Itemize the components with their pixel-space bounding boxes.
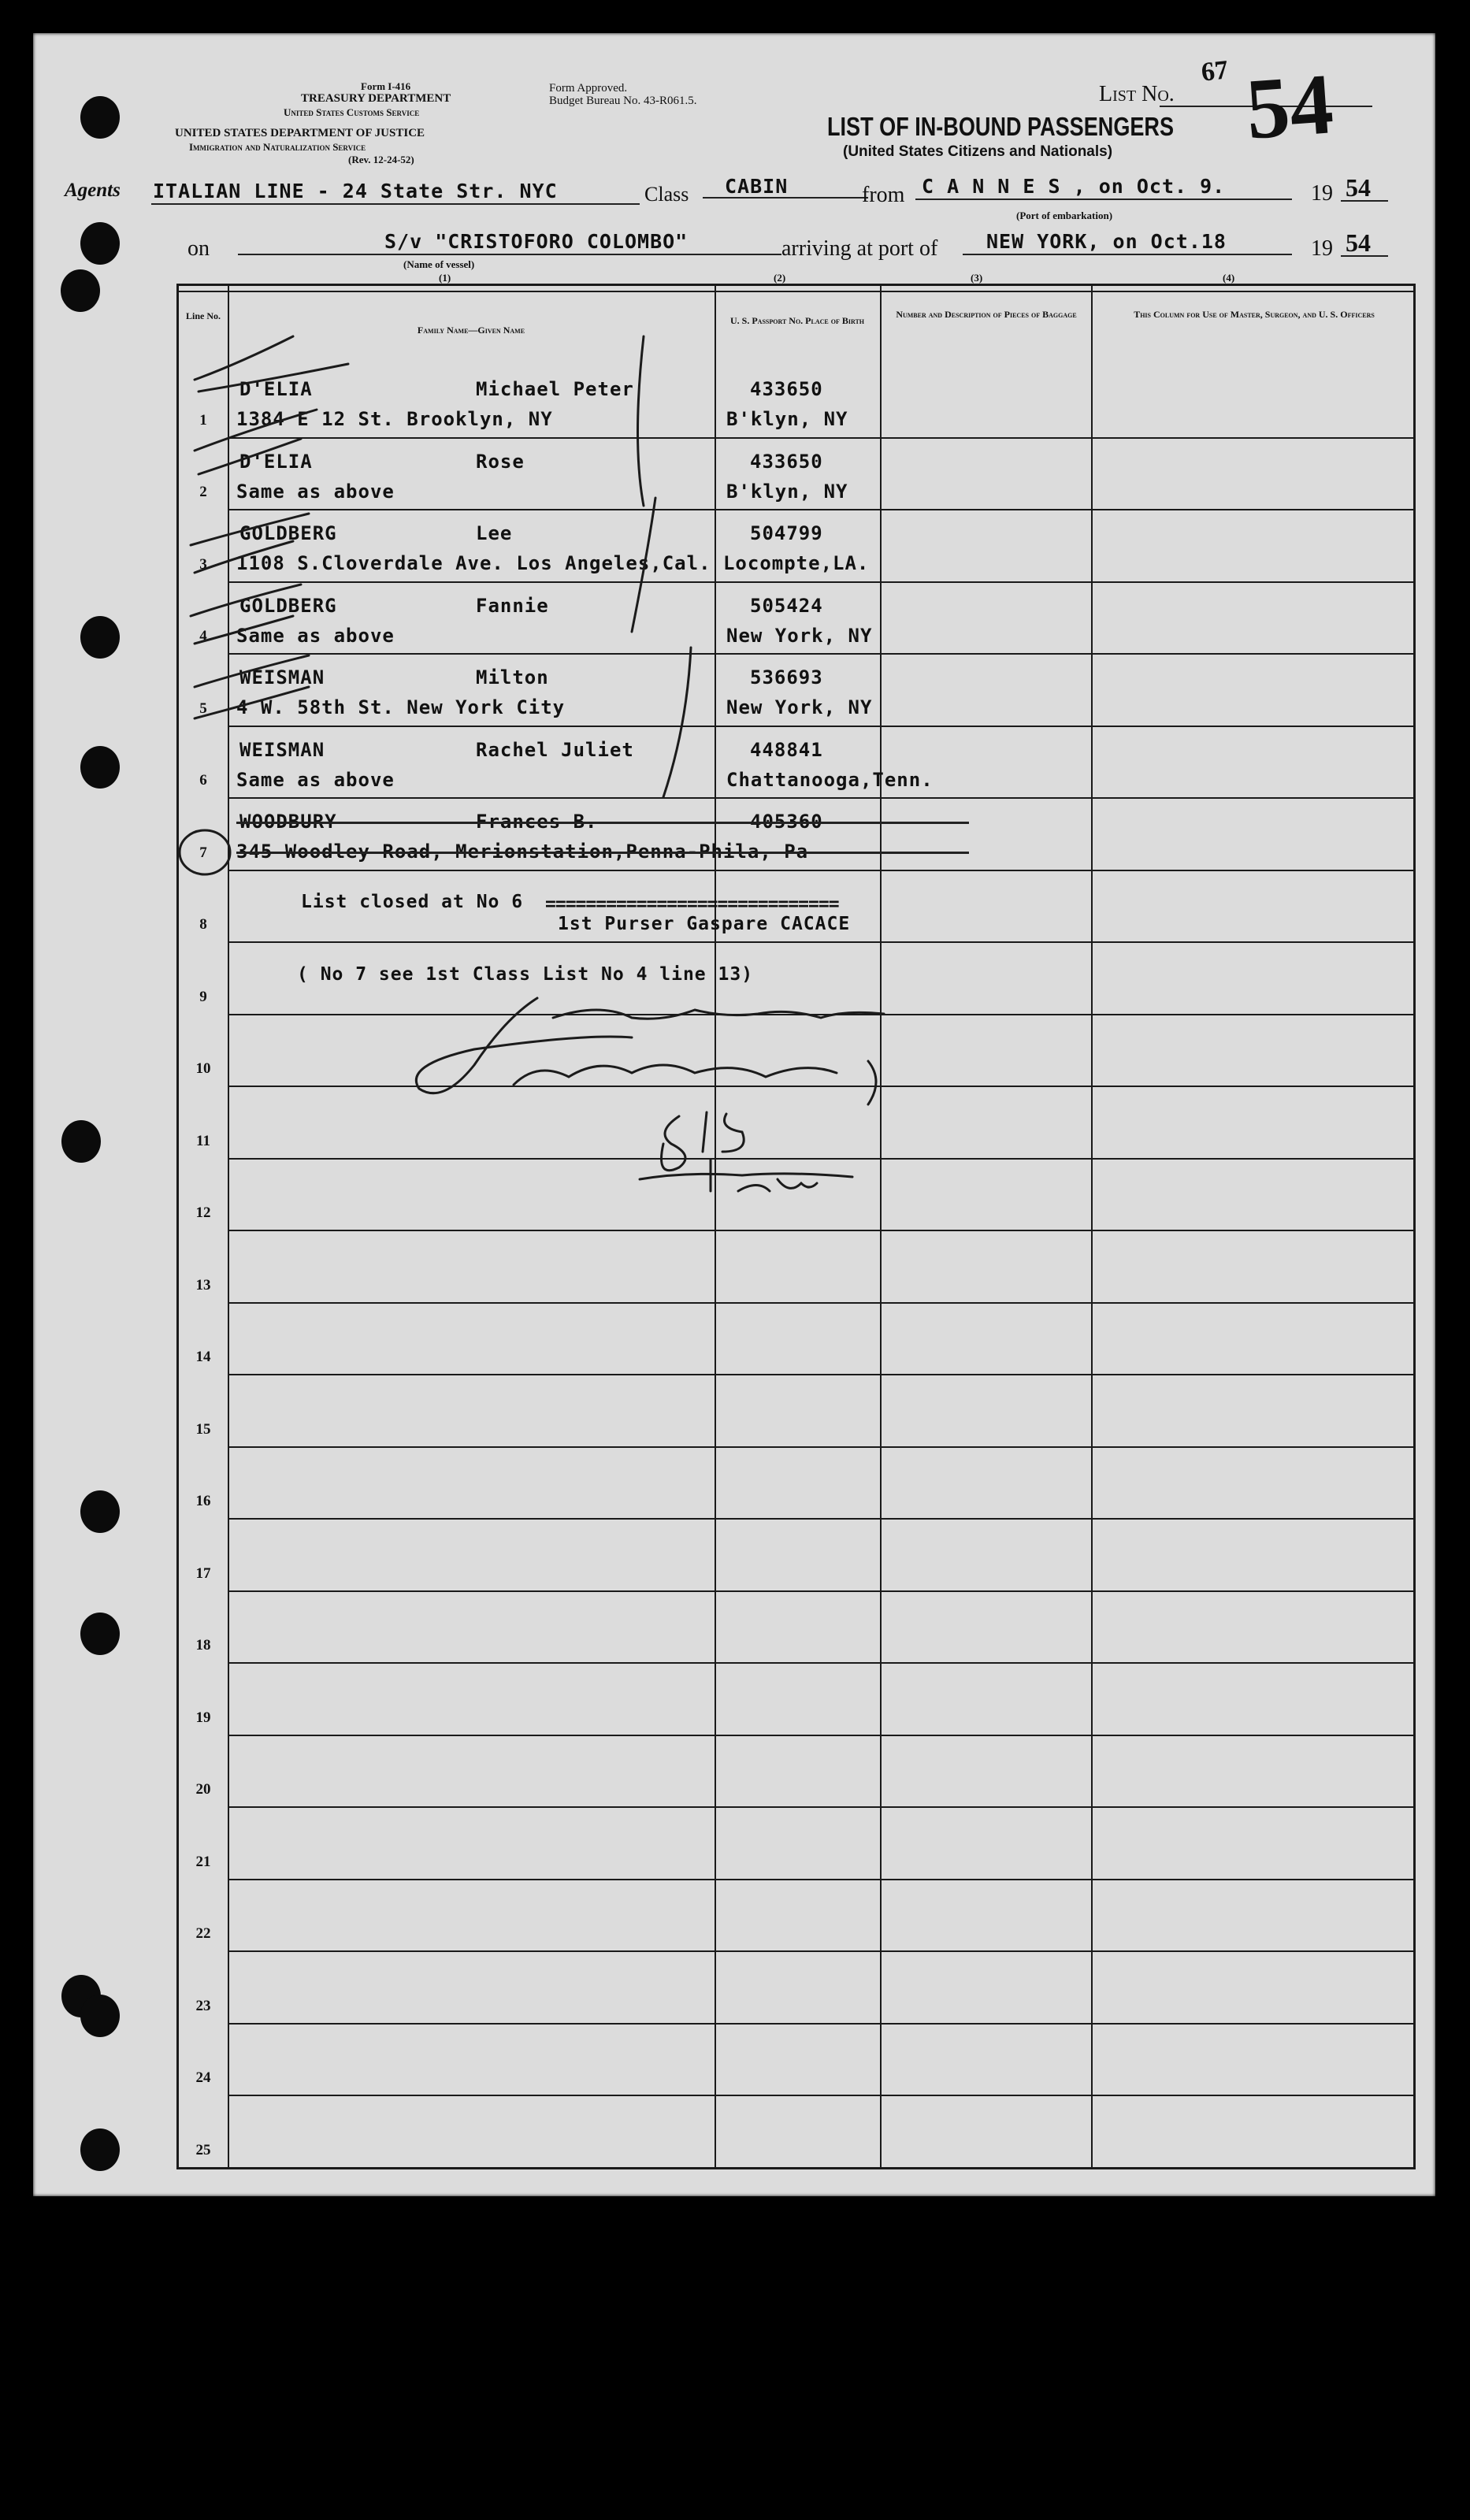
passport-number: 405360 — [750, 811, 823, 833]
place-of-birth: New York, NY — [726, 696, 873, 718]
list-no-small: 67 — [1200, 55, 1230, 87]
col-header-line: Line No. — [185, 310, 221, 321]
arriving-label: arriving at port of — [781, 236, 938, 261]
purser-name: 1st Purser Gaspare CACACE — [558, 914, 851, 934]
line-number: 4 — [199, 628, 207, 644]
line-number: 12 — [195, 1204, 211, 1221]
line-number: 22 — [195, 1925, 211, 1942]
line-number: 3 — [199, 555, 207, 573]
address: Same as above — [236, 624, 395, 647]
col-header-baggage: Number and Description of Pieces of Baggage — [896, 309, 1077, 320]
line-number: 20 — [195, 1781, 211, 1798]
col-header-passport: U. S. Passport No. Place of Birth — [730, 315, 865, 326]
manifest-sheet — [33, 33, 1435, 2196]
year-prefix-2: 19 — [1311, 236, 1333, 261]
given-name: Rachel Juliet — [476, 738, 634, 761]
revision-label: (Rev. 12-24-52) — [348, 154, 414, 165]
budget-bureau: Budget Bureau No. 43-R061.5. — [549, 95, 697, 107]
family-name: D'ELIA — [239, 378, 313, 400]
line-number: 15 — [195, 1420, 211, 1438]
arriving-value: NEW YORK, on Oct.18 — [986, 230, 1227, 253]
line-number: 8 — [199, 916, 207, 933]
agents-value: ITALIAN LINE - 24 State Str. NYC — [153, 180, 558, 202]
family-name: WOODBURY — [239, 811, 337, 833]
on-label: on — [187, 236, 210, 261]
year-value-2: 54 — [1346, 228, 1371, 257]
given-name: Lee — [476, 522, 513, 544]
place-of-birth: B'klyn, NY — [726, 408, 848, 430]
place-of-birth: Chattanooga,Tenn. — [726, 768, 934, 791]
line-number: 21 — [195, 1853, 211, 1870]
col-num-4: (4) — [1223, 272, 1235, 284]
agents-label: Agents — [65, 180, 121, 201]
place-of-birth: B'klyn, NY — [726, 480, 848, 503]
given-name: Frances B. — [476, 811, 598, 833]
year-value-1: 54 — [1346, 173, 1371, 202]
col-header-name: Family Name—Given Name — [417, 325, 525, 336]
line-number: 11 — [196, 1132, 210, 1149]
handwritten-marks — [33, 33, 1435, 2196]
line-number: 23 — [195, 1997, 211, 2014]
justice-label: UNITED STATES DEPARTMENT OF JUSTICE — [175, 127, 425, 139]
customs-label: United States Customs Service — [284, 106, 420, 118]
family-name: WEISMAN — [239, 666, 325, 688]
vessel-caption: (Name of vessel) — [403, 258, 475, 270]
address: 4 W. 58th St. New York City — [236, 696, 566, 718]
closing-note: ( No 7 see 1st Class List No 4 line 13) — [297, 964, 754, 985]
form-number: Form I-416 — [361, 80, 411, 92]
line-number: 13 — [195, 1276, 211, 1293]
line-number: 9 — [199, 988, 207, 1005]
from-label: from — [862, 183, 905, 207]
from-value: C A N N E S , on Oct. 9. — [922, 175, 1226, 198]
line-number: 5 — [199, 700, 207, 717]
line-number: 10 — [195, 1060, 211, 1077]
given-name: Rose — [476, 450, 525, 473]
form-title: LIST OF IN-BOUND PASSENGERS — [827, 112, 1175, 141]
given-name: Milton — [476, 666, 549, 688]
given-name: Fannie — [476, 594, 549, 617]
passport-number: 536693 — [750, 666, 823, 688]
col-header-officers: This Column for Use of Master, Surgeon, and U. S. Officers — [1134, 309, 1375, 320]
year-prefix-1: 19 — [1311, 181, 1333, 206]
passport-number: 505424 — [750, 594, 823, 617]
address: Same as above — [236, 480, 395, 503]
given-name: Michael Peter — [476, 378, 634, 400]
col-num-3: (3) — [971, 272, 983, 284]
line-number: 24 — [195, 2069, 211, 2086]
line-number: 6 — [199, 772, 207, 789]
list-closed: List closed at No 6 — [301, 892, 524, 912]
list-no-big: 54 — [1242, 55, 1337, 158]
col-num-1: (1) — [439, 272, 451, 284]
place-of-birth: New York, NY — [726, 624, 873, 647]
form-approved: Form Approved. — [549, 82, 628, 95]
line-number: 25 — [195, 2141, 211, 2158]
line-number: 16 — [195, 1493, 211, 1509]
port-embark-caption: (Port of embarkation) — [1016, 210, 1113, 221]
class-label: Class — [644, 183, 689, 206]
passport-number: 433650 — [750, 450, 823, 473]
family-name: D'ELIA — [239, 450, 313, 473]
line-number: 1 — [199, 411, 207, 429]
passport-number: 504799 — [750, 522, 823, 544]
line-number: 18 — [195, 1637, 211, 1653]
family-name: GOLDBERG — [239, 522, 337, 544]
family-name: WEISMAN — [239, 738, 325, 761]
address: Same as above — [236, 768, 395, 791]
col-num-2: (2) — [774, 272, 786, 284]
line-number: 2 — [199, 484, 207, 500]
line-number: 14 — [195, 1349, 211, 1365]
address: 1384 E 12 St. Brooklyn, NY — [236, 408, 553, 430]
line-number: 7 — [199, 844, 207, 861]
form-subtitle: (United States Citizens and Nationals) — [843, 143, 1113, 160]
line-number: 19 — [195, 1709, 211, 1726]
address: 1108 S.Cloverdale Ave. Los Angeles,Cal. Locompte,LA. — [236, 552, 870, 574]
treasury-label: TREASURY DEPARTMENT — [301, 92, 451, 105]
address: 345 Woodley Road, Merionstation,Penna-Phila, Pa — [236, 841, 809, 863]
passport-number: 448841 — [750, 738, 823, 761]
immigration-label: Immigration and Naturalization Service — [189, 141, 366, 153]
line-number: 17 — [195, 1564, 211, 1582]
passport-number: 433650 — [750, 378, 823, 400]
vessel-value: S/v "CRISTOFORO COLOMBO" — [384, 230, 689, 253]
family-name: GOLDBERG — [239, 594, 337, 617]
list-no-label: List No. — [1099, 82, 1175, 106]
list-closed-dashes: ============================= — [545, 894, 839, 915]
class-value: CABIN — [725, 175, 789, 198]
